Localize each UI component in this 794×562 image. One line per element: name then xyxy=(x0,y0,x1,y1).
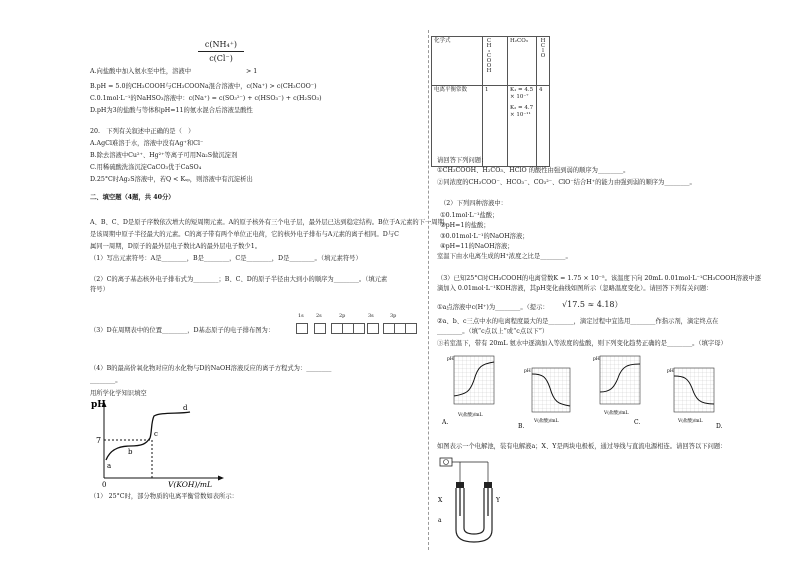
point-b-label: b xyxy=(128,448,133,456)
s3-item-1: ①a点溶液中c(H⁺)为________。（提示： xyxy=(437,304,549,311)
table-header-constant: 电离平衡常数 xyxy=(432,86,483,167)
option-a-graph xyxy=(441,356,494,426)
table-cell-hclo: HClO xyxy=(537,37,550,86)
xlabel-c: V(盐酸)/mL xyxy=(604,411,629,416)
q19-option-d: D.pH为3的盐酸与等体积pH=11的氨水混合后溶液呈酸性 xyxy=(90,107,253,114)
xlabel-a: V(盐酸)/mL xyxy=(458,413,483,418)
s2-item-2: ②pH=1的盐酸； xyxy=(440,222,490,229)
table-value-h2co3: K₁ = 4.5 × 10⁻⁷ K₂ = 4.7 × 10⁻¹¹ xyxy=(508,86,537,167)
orbital-box xyxy=(353,323,365,334)
s3-line-2: 滴加入 0.01mol·L⁻¹KOH溶液，其pH变化曲线如图所示（忽略温度变化）。请回答下列有关问题： xyxy=(437,285,713,292)
orbital-box xyxy=(405,323,417,334)
section-heading: 二、填空题（4题，共 40分） xyxy=(90,194,175,201)
graph-y7: 7 xyxy=(96,436,102,445)
q20-option-a: A.AgCl难溶于水，溶液中没有Ag⁺和Cl⁻ xyxy=(90,140,204,147)
graph-ylabel: pH xyxy=(91,400,106,410)
table-value-ch3cooh: 1 xyxy=(483,86,508,167)
q20-option-b: B.除去溶液中Cu²⁺、Hg²⁺等离子可用Na₂S做沉淀剂 xyxy=(90,152,238,159)
answer-prompt: 请回答下列问题： xyxy=(437,157,488,164)
point-a-label: a xyxy=(107,462,112,470)
sqrt-hint: √17.5 ≈ 4.18） xyxy=(562,300,623,309)
q19-option-c: C.0.1mol·L⁻¹的NaHSO₃溶液中：c(Na⁺) = c(SO₃²⁻) + c(HSO₃⁻) + c(H₂SO₃) xyxy=(90,95,322,102)
s2-item-1: ①0.1mol·L⁻¹盐酸； xyxy=(440,212,499,219)
electrode-cap-x xyxy=(456,482,464,488)
x-axis-arrow xyxy=(218,476,224,481)
q20-stem: 20. 下列有关叙述中正确的是（ ） xyxy=(90,128,195,135)
s3-line-1: （3）已知25°C时CH₃COOH的电离常数K = 1.75 × 10⁻⁵。该温度下向 20mL 0.01mol·L⁻¹CH₃COOH溶液中逐 xyxy=(437,275,761,282)
question-4-blank: ________。 xyxy=(90,377,122,384)
ammeter-icon xyxy=(444,460,449,465)
electrolysis-intro: 如图表示一个电解池，装有电解液a；X、Y是两块电极板，通过导线与直流电源相连。请回答以下问题： xyxy=(437,443,727,450)
orbital-label: 3s xyxy=(368,313,374,319)
electrode-cap-y xyxy=(484,482,492,488)
point-d-label: d xyxy=(183,404,188,412)
ylabel-b: pH xyxy=(524,369,531,374)
question-1: （1）写出元素符号：A是________，B是________，C是________，D是________。（填元素符号） xyxy=(90,255,362,262)
s3-item-2-tail: ________。（填“c点以上”或“c点以下”） xyxy=(437,328,549,335)
knowledge-heading: 用所学化学知识填空 xyxy=(90,390,147,397)
question-25c: （1） 25°C时，部分物质的电离平衡常数如表所示： xyxy=(90,493,238,500)
s2-item-3: ③0.01mol·L⁻¹的NaOH溶液； xyxy=(440,233,529,240)
fraction-denominator: c(Cl⁻) xyxy=(209,54,233,63)
ylabel-c: pH xyxy=(593,357,600,362)
s3-item-2: ②a、b、c三点中水的电离程度最大的是________，滴定过程中宜选用________作指示剂，滴定终点在 xyxy=(437,318,719,325)
intro-line-2: 是该周期中原子半径最大的元素。C的离子带有两个单位正电荷，它的核外电子排布与A元素的离子相同。D与C xyxy=(90,231,399,238)
orbital-box xyxy=(314,323,326,334)
option-c-graph xyxy=(593,356,640,426)
table-header-formula: 化学式 xyxy=(432,37,483,86)
intro-line-1: A、B、C、D是原子序数依次增大的短周期元素。A的原子核外有三个电子层，最外层已达到稳定结构。B位于A元素的下一周期， xyxy=(90,219,451,226)
option-b-label: B. xyxy=(518,423,525,430)
orbital-box xyxy=(296,323,308,334)
u-tube-inner xyxy=(464,488,484,534)
option-graphs xyxy=(438,352,738,432)
orbital-box xyxy=(367,323,379,334)
q19-option-a: A.向盐酸中加入氨水至中性，溶液中 xyxy=(90,68,192,75)
graph-origin: 0 xyxy=(102,481,107,489)
point-c-label: c xyxy=(154,430,158,438)
titration-graph xyxy=(88,398,228,490)
titration-curve xyxy=(106,412,190,460)
fraction-numerator: c(NH₄⁺) xyxy=(204,40,238,49)
intro-line-3: 属同一周期，D原子的最外层电子数比A的最外层电子数少1。 xyxy=(90,243,262,250)
electrolyte-label: a xyxy=(438,517,442,524)
q19-option-b: B.pH = 5.0的CH₃COOH与CH₃COONa混合溶液中，c(Na⁺) > c(CH₃COO⁻) xyxy=(90,83,317,90)
xlabel-d: V(盐酸)/mL xyxy=(678,419,703,424)
option-a-label: A. xyxy=(442,419,449,426)
ylabel-a: pH xyxy=(447,357,454,362)
s2-question: 室温下由水电离生成的H⁺浓度之比是________。 xyxy=(437,253,572,260)
electrode-x-label: X xyxy=(438,497,443,504)
graph-xlabel: V(KOH)/mL xyxy=(168,480,212,489)
orbital-label: 3p xyxy=(390,313,397,319)
table-cell-h2co3: H₂CO₃ xyxy=(508,37,537,86)
r-question-1: ①CH₃COOH、H₂CO₃、HClO 的酸性由强到弱的顺序为________。 xyxy=(437,167,630,174)
question-3: （3）D在周期表中的位置________，D基态原子的电子排布图为： xyxy=(90,327,275,334)
q20-option-d: D.25°C时Ag₂S溶液中，若Q < Kₛₚ，则溶液中有沉淀析出 xyxy=(90,176,253,183)
s3-item-3: ③若室温下，带有 20mL 氨水中逐滴加入等浓度的盐酸，则下列变化趋势正确的是________。（填字母） xyxy=(437,340,727,347)
question-4: （4）B的最高价氧化物对应的水化物与D的NaOH溶液反应的离子方程式为：________ xyxy=(90,365,332,372)
q19-option-a-tail: > 1 xyxy=(246,68,258,75)
option-d-label: D. xyxy=(716,423,723,430)
ylabel-d: pH xyxy=(667,369,674,374)
concentration-fraction xyxy=(198,40,244,63)
electrolysis-cell xyxy=(436,456,506,546)
q20-option-c: C.用稀硫酸洗涤沉淀CaCO₃优于CaSO₄ xyxy=(90,164,202,171)
question-2: （2）C的离子基态核外电子排布式为________；B、C、D的原子半径由大到小的顺序为________。（填元素 xyxy=(90,276,388,283)
orbital-label: 1s xyxy=(298,313,304,319)
xlabel-b: V(盐酸)/mL xyxy=(534,419,559,424)
column-divider xyxy=(428,30,429,550)
orbital-label: 2s xyxy=(316,313,322,319)
option-d-graph xyxy=(667,368,723,430)
s2-item-4: ④pH=11的NaOH溶液； xyxy=(440,243,514,250)
electrode-y-label: Y xyxy=(496,497,500,504)
option-b-graph xyxy=(518,368,570,430)
ionization-constant-table xyxy=(431,36,550,167)
r-question-2: ②同浓度的CH₃COO⁻、HCO₃⁻、CO₃²⁻、ClO⁻结合H⁺的能力由强到弱的顺序为________。 xyxy=(437,179,696,186)
option-c-label: C. xyxy=(634,419,641,426)
orbital-label: 2p xyxy=(339,313,346,319)
s2-heading: （2）下列四种溶液中： xyxy=(440,200,507,207)
table-cell-ch3cooh: CH₃COOH xyxy=(483,37,508,86)
question-2-tail: 符号） xyxy=(90,286,109,293)
table-value-hclo: 4 xyxy=(537,86,550,167)
